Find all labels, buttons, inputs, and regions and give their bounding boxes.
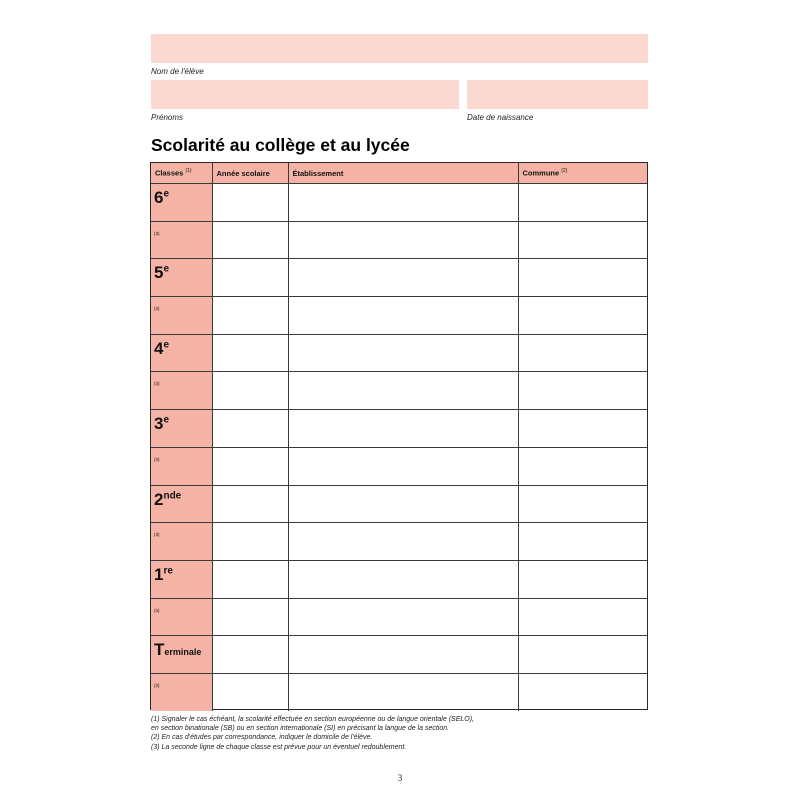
class-cell-1re: 1re: [151, 560, 212, 598]
etablissement-cell[interactable]: [288, 372, 518, 410]
table-header-row: [151, 163, 647, 184]
commune-cell[interactable]: [518, 259, 647, 297]
footnote-line: (1) Signaler le cas échéant, la scolarité effectuée en section européenne ou de langue orientale (SELO),: [151, 716, 474, 723]
class-cell-3e: 3e: [151, 410, 212, 448]
commune-cell[interactable]: [518, 184, 647, 222]
commune-cell[interactable]: [518, 410, 647, 448]
footnotes: [151, 715, 474, 752]
annee-scolaire-cell[interactable]: [212, 221, 288, 259]
annee-scolaire-cell[interactable]: [212, 636, 288, 674]
table-row-redoublement: [151, 447, 647, 485]
etablissement-cell[interactable]: [288, 447, 518, 485]
header-annee-scolaire: Année scolaire: [212, 163, 288, 184]
table-row-redoublement: [151, 523, 647, 561]
header-etablissement: Établissement: [288, 163, 518, 184]
table-row-redoublement: [151, 297, 647, 335]
class-cell-repeat: (3): [151, 523, 212, 561]
class-cell-terminale: Terminale: [151, 636, 212, 674]
annee-scolaire-cell[interactable]: [212, 598, 288, 636]
annee-scolaire-cell[interactable]: [212, 334, 288, 372]
table-row-redoublement: [151, 673, 647, 711]
class-cell-repeat: (3): [151, 297, 212, 335]
annee-scolaire-cell[interactable]: [212, 184, 288, 222]
date-naissance-label: Date de naissance: [467, 113, 534, 122]
commune-cell[interactable]: [518, 447, 647, 485]
class-cell-repeat: (3): [151, 447, 212, 485]
commune-cell[interactable]: [518, 673, 647, 711]
table-row-redoublement: [151, 372, 647, 410]
table-row: [151, 560, 647, 598]
annee-scolaire-cell[interactable]: [212, 560, 288, 598]
commune-cell[interactable]: [518, 560, 647, 598]
etablissement-cell[interactable]: [288, 560, 518, 598]
annee-scolaire-cell[interactable]: [212, 447, 288, 485]
etablissement-cell[interactable]: [288, 259, 518, 297]
class-cell-5e: 5e: [151, 259, 212, 297]
table-row-redoublement: [151, 221, 647, 259]
commune-cell[interactable]: [518, 485, 647, 523]
class-cell-repeat: (3): [151, 221, 212, 259]
commune-cell[interactable]: [518, 372, 647, 410]
class-cell-2nde: 2nde: [151, 485, 212, 523]
table-row: [151, 485, 647, 523]
nom-eleve-field[interactable]: [151, 34, 648, 63]
etablissement-cell[interactable]: [288, 410, 518, 448]
commune-cell[interactable]: [518, 334, 647, 372]
footnote-line: (3) La seconde ligne de chaque classe est prévue pour un éventuel redoublement.: [151, 743, 407, 751]
table-row: [151, 410, 647, 448]
footnote-line: en section binationale (SB) ou en section internationale (SI) en précisant la langue de la section.: [151, 725, 450, 733]
table-row: [151, 636, 647, 674]
table-row: [151, 334, 647, 372]
commune-cell[interactable]: [518, 297, 647, 335]
annee-scolaire-cell[interactable]: [212, 297, 288, 335]
header-classes: Classes $^{(1)}$: [151, 163, 212, 184]
etablissement-cell[interactable]: [288, 598, 518, 636]
prenoms-field[interactable]: [151, 80, 459, 109]
annee-scolaire-cell[interactable]: [212, 259, 288, 297]
etablissement-cell[interactable]: [288, 673, 518, 711]
annee-scolaire-cell[interactable]: [212, 410, 288, 448]
section-title: Scolarité au collège et au lycée: [151, 135, 410, 155]
annee-scolaire-cell[interactable]: [212, 485, 288, 523]
annee-scolaire-cell[interactable]: [212, 523, 288, 561]
class-cell-repeat: (3): [151, 372, 212, 410]
annee-scolaire-cell[interactable]: [212, 673, 288, 711]
class-cell-6e: 6e: [151, 184, 212, 222]
class-cell-repeat: (3): [151, 673, 212, 711]
date-naissance-field[interactable]: [467, 80, 648, 109]
etablissement-cell[interactable]: [288, 485, 518, 523]
prenoms-label: Prénoms: [151, 113, 184, 122]
commune-cell[interactable]: [518, 221, 647, 259]
etablissement-cell[interactable]: [288, 184, 518, 222]
class-cell-4e: 4e: [151, 334, 212, 372]
commune-cell[interactable]: [518, 598, 647, 636]
table-row-redoublement: [151, 598, 647, 636]
table-row: [151, 184, 647, 222]
etablissement-cell[interactable]: [288, 334, 518, 372]
commune-cell[interactable]: [518, 636, 647, 674]
annee-scolaire-cell[interactable]: [212, 372, 288, 410]
footnote-line: (2) En cas d'études par correspondance, indiquer le domicile de l'élève.: [151, 734, 373, 742]
commune-cell[interactable]: [518, 523, 647, 561]
etablissement-cell[interactable]: [288, 636, 518, 674]
etablissement-cell[interactable]: [288, 523, 518, 561]
scolarite-table: [150, 162, 648, 710]
etablissement-cell[interactable]: [288, 297, 518, 335]
nom-eleve-label: Nom de l'élève: [151, 67, 204, 76]
table-row: [151, 259, 647, 297]
page-number: 3: [397, 773, 403, 783]
etablissement-cell[interactable]: [288, 221, 518, 259]
class-cell-repeat: (3): [151, 598, 212, 636]
header-commune: Commune $^{(2)}$: [518, 163, 647, 184]
